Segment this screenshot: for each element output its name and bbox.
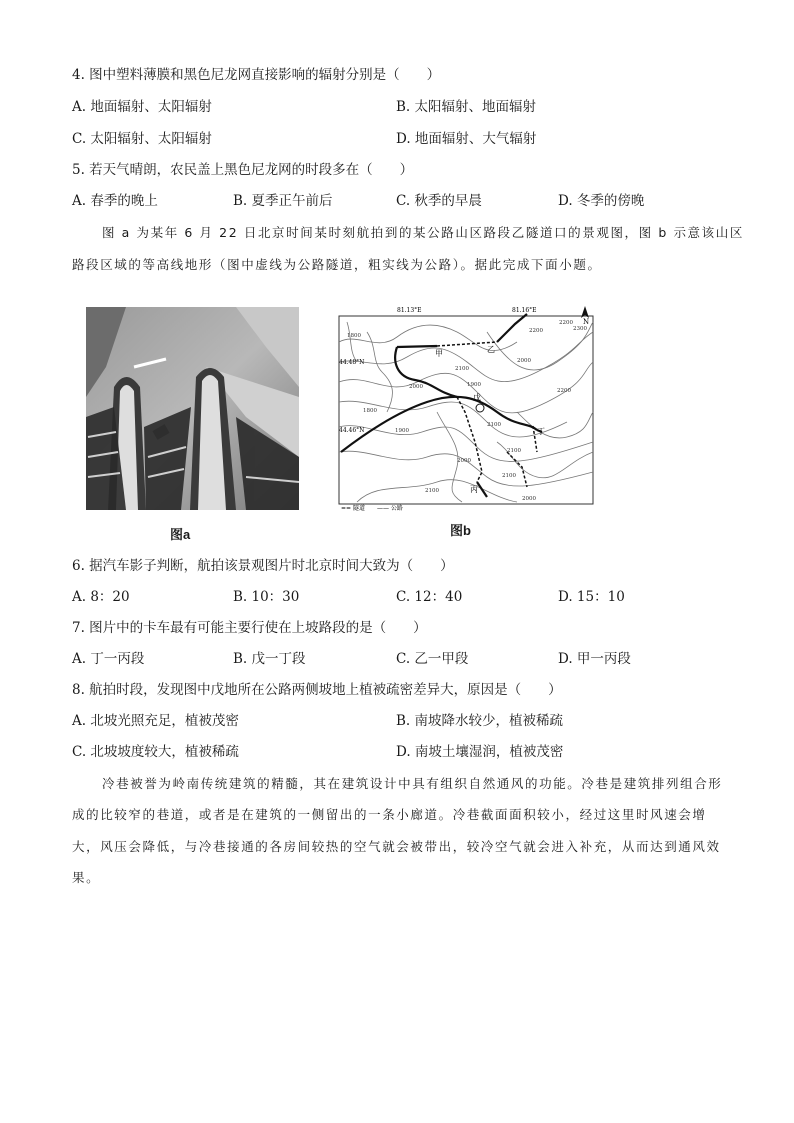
figure-b-contour-map xyxy=(337,302,597,512)
north-label: N xyxy=(583,318,590,326)
intro-paragraph-line-1: 图 a 为某年 6 月 22 日北京时间某时刻航拍到的某公路山区路段乙隧道口的景观图，图 b 示意该山区 xyxy=(102,225,744,240)
q6-option-c[interactable]: C. 12：40 xyxy=(396,589,463,605)
place-bing: 丙 xyxy=(470,485,478,494)
q7-option-c[interactable]: C. 乙一甲段 xyxy=(396,651,469,667)
q4-option-c[interactable]: C. 太阳辐射、太阳辐射 xyxy=(72,131,212,147)
contour-label: 2000 xyxy=(517,358,531,364)
place-jia: 甲 xyxy=(435,349,443,358)
legend-road: —— 公路 xyxy=(377,505,403,512)
contour-label: 2100 xyxy=(425,488,439,494)
contour-label: 1800 xyxy=(363,408,377,414)
question-7-stem: 7. 图片中的卡车最有可能主要行使在上坡路段的是（ ） xyxy=(72,620,427,636)
q5-option-d[interactable]: D. 冬季的傍晚 xyxy=(558,193,645,209)
q4-option-a[interactable]: A. 地面辐射、太阳辐射 xyxy=(72,99,212,115)
q8-option-b[interactable]: B. 南坡降水较少，植被稀疏 xyxy=(396,713,564,729)
lat-label-2: 44.46°N xyxy=(339,427,365,434)
contour-label: 2100 xyxy=(507,448,521,454)
contour-label: 1900 xyxy=(467,382,481,388)
question-6-stem: 6. 据汽车影子判断，航拍该景观图片时北京时间大致为（ ） xyxy=(72,558,454,574)
lat-label-1: 44.48°N xyxy=(339,359,365,366)
passage-line-4: 果。 xyxy=(72,870,101,885)
q6-option-b[interactable]: B. 10：30 xyxy=(233,589,300,605)
q8-option-d[interactable]: D. 南坡土壤湿润，植被茂密 xyxy=(396,744,564,760)
q8-option-c[interactable]: C. 北坡坡度较大，植被稀疏 xyxy=(72,744,239,760)
contour-label: 2000 xyxy=(409,384,423,390)
place-wu: 戊 xyxy=(473,393,481,402)
q7-option-b[interactable]: B. 戊一丁段 xyxy=(233,651,306,667)
q4-option-b[interactable]: B. 太阳辐射、地面辐射 xyxy=(396,99,537,115)
contour-label: 1800 xyxy=(347,333,361,339)
lon-label-2: 81.16°E xyxy=(512,307,537,314)
contour-label: 2000 xyxy=(457,458,471,464)
q8-option-a[interactable]: A. 北坡光照充足，植被茂密 xyxy=(72,713,239,729)
figure-a-aerial-photo xyxy=(86,307,299,510)
question-4-stem: 4. 图中塑料薄膜和黑色尼龙网直接影响的辐射分别是（ ） xyxy=(72,67,441,83)
contour-label: 2100 xyxy=(455,366,469,372)
q4-option-d[interactable]: D. 地面辐射、大气辐射 xyxy=(396,131,537,147)
place-yi: 乙 xyxy=(487,345,495,354)
passage-line-3: 大，风压会降低，与冷巷接通的各房间较热的空气就会被带出，较冷空气就会进入补充，从而达到通风效 xyxy=(72,839,721,854)
contour-label: 2100 xyxy=(502,473,516,479)
figure-b-caption: 图b xyxy=(450,523,471,538)
q7-option-a[interactable]: A. 丁一丙段 xyxy=(72,651,145,667)
contour-label: 2200 xyxy=(529,328,543,334)
q6-option-a[interactable]: A. 8：20 xyxy=(72,589,130,605)
contour-label: 2200 xyxy=(559,320,573,326)
question-8-stem: 8. 航拍时段，发现图中戊地所在公路两侧坡地上植被疏密差异大，原因是（ ） xyxy=(72,682,562,698)
place-ding: 丁 xyxy=(537,427,545,436)
contour-label: 2200 xyxy=(557,388,571,394)
figure-a-caption: 图a xyxy=(170,527,191,542)
contour-label: 2000 xyxy=(522,496,536,502)
contour-label: 2300 xyxy=(573,326,587,332)
q7-option-d[interactable]: D. 甲一丙段 xyxy=(558,651,631,667)
passage-line-2: 成的比较窄的巷道，或者是在建筑的一侧留出的一条小廊道。冷巷截面面积较小，经过这里时风速会增 xyxy=(72,807,707,822)
contour-label: 2100 xyxy=(487,422,501,428)
q5-option-c[interactable]: C. 秋季的早晨 xyxy=(396,193,482,209)
passage-line-1: 冷巷被誉为岭南传统建筑的精髓，其在建筑设计中具有组织自然通风的功能。冷巷是建筑排列组合形 xyxy=(102,776,723,791)
contour-label: 1900 xyxy=(395,428,409,434)
q5-option-a[interactable]: A. 春季的晚上 xyxy=(72,193,158,209)
intro-paragraph-line-2: 路段区域的等高线地形（图中虚线为公路隧道，粗实线为公路）。据此完成下面小题。 xyxy=(72,257,602,272)
q5-option-b[interactable]: B. 夏季正午前后 xyxy=(233,193,333,209)
q6-option-d[interactable]: D. 15：10 xyxy=(558,589,625,605)
legend-tunnel: == 隧道 xyxy=(341,505,365,512)
question-5-stem: 5. 若天气晴朗，农民盖上黑色尼龙网的时段多在（ ） xyxy=(72,162,414,178)
lon-label-1: 81.13°E xyxy=(397,307,422,314)
